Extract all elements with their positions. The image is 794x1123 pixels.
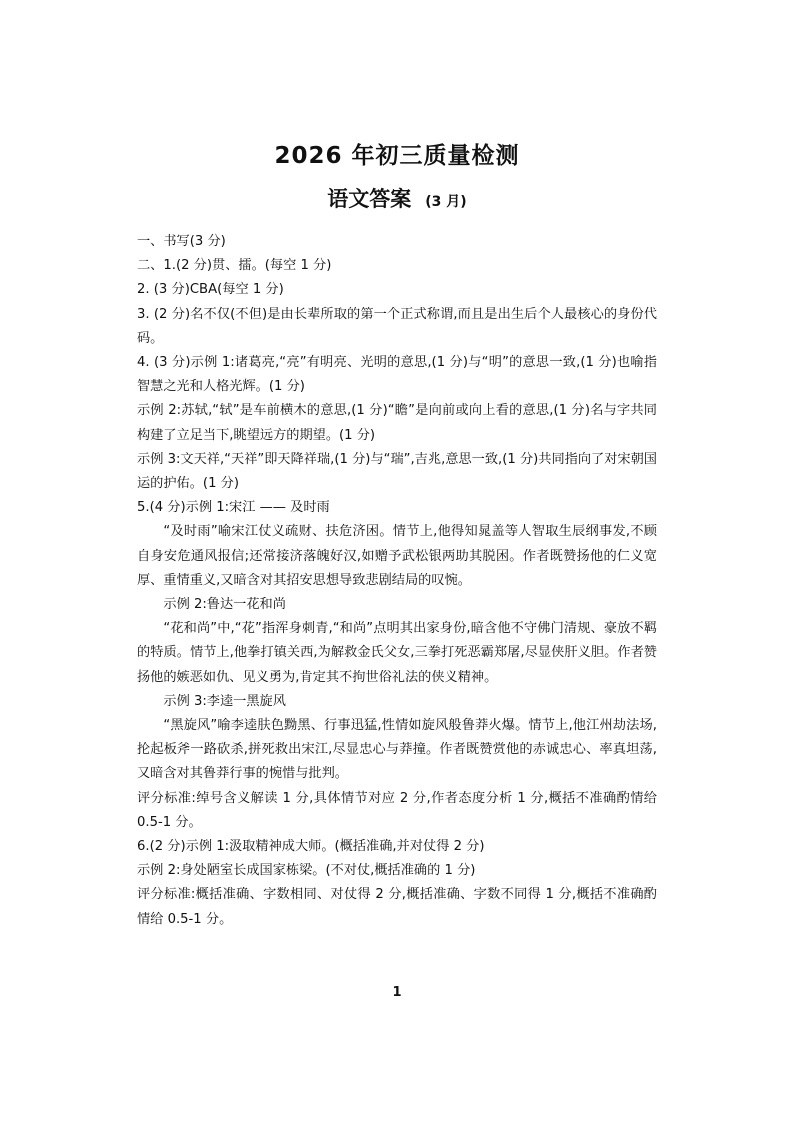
answer-item-5-scoring: 评分标准:绰号含义解读 1 分,具体情节对应 2 分,作者态度分析 1 分,概括不准确酌情给 0.5-1 分。 <box>137 790 657 830</box>
answer-item-6-example-2: 示例 2:身处陋室长成国家栋梁。(不对仗,概括准确的 1 分) <box>137 863 476 879</box>
answer-item-6-scoring: 评分标准:概括准确、字数相同、对仗得 2 分,概括准确、字数不同得 1 分,概括不准确酌情给 0.5-1 分。 <box>137 887 657 927</box>
month-label: (3 月) <box>425 194 467 210</box>
document-subtitle <box>0 183 794 213</box>
subject-label: 语文答案 <box>327 187 412 211</box>
answer-body <box>137 230 657 932</box>
answer-item-5-example-1-text: “及时雨”喻宋江仗义疏财、扶危济困。情节上,他得知晁盖等人智取生辰纲事发,不顾自身安危通风报信;还常接济落魄好汉,如赠予武松银两助其脱困。作者既赞扬他的仁义宽厚、重情重义,又暗含对其招安思想导致悲剧结局的叹惋。 <box>137 524 657 588</box>
answer-item-2-4-example-3: 示例 3:文天祥,“天祥”即天降祥瑞,(1 分)与“瑞”,吉兆,意思一致,(1 分)共同指向了对宋朝国运的护佑。(1 分) <box>137 451 657 492</box>
answer-item-6: 6.(2 分)示例 1:汲取精神成大师。(概括准确,并对仗得 2 分) <box>137 839 485 855</box>
answer-item-2-1: 二、1.(2 分)贯、擂。(每空 1 分) <box>137 258 332 274</box>
answer-item-5: 5.(4 分)示例 1:宋江 —— 及时雨 <box>137 500 330 516</box>
answer-item-2-2: 2. (3 分)CBA(每空 1 分) <box>137 282 284 298</box>
answer-item-2-4-example-2: 示例 2:苏轼,“轼”是车前横木的意思,(1 分)“瞻”是向前或向上看的意思,(1 分)名与字共同构建了立足当下,眺望远方的期望。(1 分) <box>137 403 657 443</box>
answer-section-1: 一、书写(3 分) <box>137 234 226 249</box>
page-number: 1 <box>392 985 402 1000</box>
answer-item-5-example-2-heading: 示例 2:鲁达一花和尚 <box>163 597 286 613</box>
answer-item-5-example-3-text: “黑旋风”喻李逵肤色黝黑、行事迅猛,性情如旋风般鲁莽火爆。情节上,他江州劫法场,抡起板斧一路砍杀,拼死救出宋江,尽显忠心与莽撞。作者既赞赏他的赤诚忠心、率真坦荡,又暗含对其鲁莽行事的惋惜与批判。 <box>137 718 657 782</box>
document-title: 2026 年初三质量检测 <box>274 143 520 169</box>
answer-item-5-example-3-heading: 示例 3:李逵一黑旋风 <box>163 693 286 709</box>
answer-item-2-4: 4. (3 分)示例 1:诸葛亮,“亮”有明亮、光明的意思,(1 分)与“明”的意思一致,(1 分)也喻指智慧之光和人格光辉。(1 分) <box>137 355 657 395</box>
answer-item-5-example-2-text: “花和尚”中,“花”指浑身刺青,“和尚”点明其出家身份,暗含他不守佛门清规、豪放不羁的特质。情节上,他拳打镇关西,为解救金氏父女,三拳打死恶霸郑屠,尽显侠肝义胆。作者赞扬他的嫉恶如仇、见义勇为,肯定其不拘世俗礼法的侠义精神。 <box>137 621 657 685</box>
answer-item-2-3: 3. (2 分)名不仅(不但)是由长辈所取的第一个正式称谓,而且是出生后个人最核心的身份代码。 <box>137 306 657 346</box>
